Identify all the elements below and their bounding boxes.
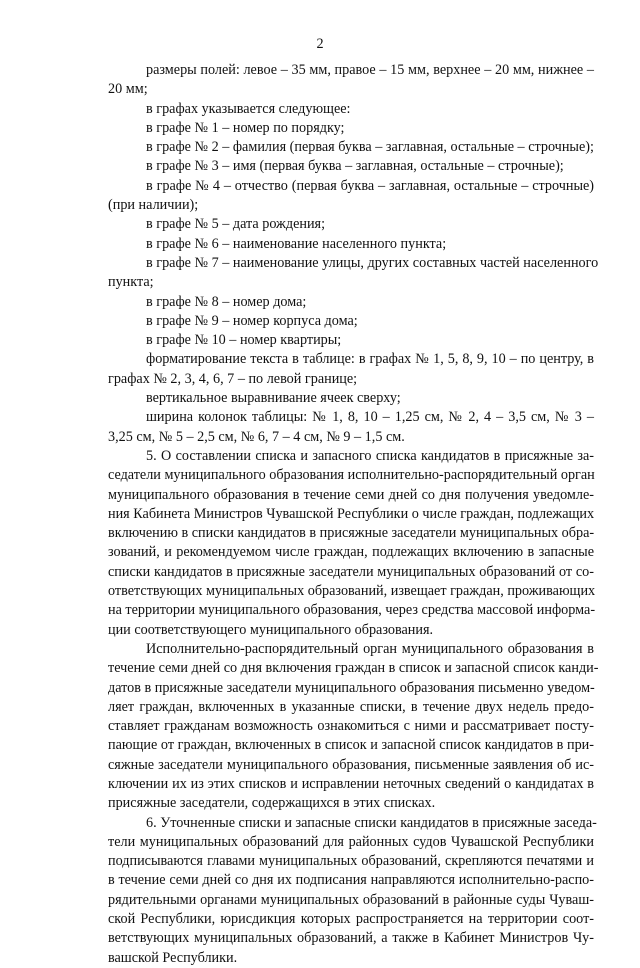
text-line: в графе № 6 – наименование населенного пункта; [146, 235, 447, 252]
text-line: в графе № 3 – имя (первая буква – заглавная, остальные – строчные); [146, 158, 564, 175]
text-line: ния Кабинета Министров Чувашской Республики о числе граждан, подлежащих [108, 505, 595, 522]
text-line: ширина колонок таблицы: № 1, 8, 10 – 1,25 см, № 2, 4 – 3,5 см, № 3 – [146, 409, 594, 426]
text-line: вашской Республики. [108, 949, 238, 966]
text-line: ции соответствующего муниципального образования. [108, 621, 434, 638]
text-line: ляет граждан, включенных в указанные списки, в течение двух недель предо- [108, 698, 594, 715]
text-line: ветствующих муниципальных образований, а также в Кабинет Министров Чу- [108, 930, 594, 947]
text-line: муниципального образования в течение семи дней со дня получения уведомле- [108, 486, 594, 503]
text-line: тели муниципальных образований для районных судов Чувашской Республики [108, 833, 594, 850]
text-line: в графе № 7 – наименование улицы, других составных частей населенного [146, 254, 599, 271]
text-line: Исполнительно-распорядительный орган муниципального образования в [146, 640, 594, 657]
text-line: ской Республики, юрисдикция которых распространяется на территории соот- [108, 911, 594, 928]
text-line: ответствующих муниципальных образований, извещает граждан, проживающих [108, 583, 596, 600]
text-line: подписываются главами муниципальных образований, скрепляются печатями и [108, 853, 594, 870]
text-line: пункта; [108, 274, 154, 291]
text-line: седатели муниципального образования исполнительно-распорядительный орган [108, 467, 595, 484]
text-line: ставляет гражданам возможность ознакомиться с ними и рассматривает посту- [108, 718, 594, 735]
text-line: присяжные заседатели, содержащихся в этих списках. [108, 795, 436, 812]
text-line: 20 мм; [108, 81, 148, 98]
text-line: в течение семи дней со дня их подписания направляются исполнительно-распо- [108, 872, 594, 889]
text-line: в графе № 9 – номер корпуса дома; [146, 312, 358, 329]
text-line: 3,25 см, № 5 – 2,5 см, № 6, 7 – 4 см, № 9 – 1,5 см. [108, 428, 405, 445]
text-line: в графе № 5 – дата рождения; [146, 216, 326, 233]
document-body [108, 61, 599, 968]
text-line: в графе № 4 – отчество (первая буква – заглавная, остальные – строчные) [146, 177, 594, 194]
text-line: списки кандидатов в присяжные заседатели муниципальных образований от со- [108, 563, 594, 580]
text-line: в графе № 2 – фамилия (первая буква – заглавная, остальные – строчные); [146, 139, 594, 156]
text-line: в графе № 8 – номер дома; [146, 293, 307, 310]
text-line: рядительными органами муниципальных образований в районные суды Чуваш- [108, 891, 594, 908]
text-line: графах № 2, 3, 4, 6, 7 – по левой границе; [108, 370, 358, 387]
text-line: 6. Уточненные списки и запасные списки кандидатов в присяжные заседа- [146, 814, 597, 831]
text-line: течение семи дней со дня включения граждан в список и запасной список канди- [108, 660, 599, 677]
text-line: форматирование текста в таблице: в графах № 1, 5, 8, 9, 10 – по центру, в [146, 351, 594, 368]
text-line: зований, и рекомендуемом числе граждан, подлежащих включению в запасные [108, 544, 594, 561]
text-line: на территории муниципального образования, через средства массовой информа- [108, 602, 596, 619]
text-line: пающие от граждан, включенных в список и запасной список кандидатов в при- [108, 737, 594, 754]
text-line: размеры полей: левое – 35 мм, правое – 15 мм, верхнее – 20 мм, нижнее – [146, 62, 594, 78]
text-line: сяжные заседатели муниципального образования, письменные заявления об ис- [108, 756, 594, 773]
text-line: включению в списки кандидатов в присяжные заседатели муниципальных обра- [108, 525, 595, 542]
text-line: вертикальное выравнивание ячеек сверху; [146, 390, 401, 407]
text-line: в графе № 10 – номер квартиры; [146, 332, 342, 349]
text-line: в графе № 1 – номер по порядку; [146, 119, 345, 136]
text-line: датов в присяжные заседатели муниципального образования письменно уведом- [108, 679, 595, 696]
text-line: ключении их из этих списков и исправлении неточных сведений о кандидатах в [108, 775, 594, 792]
text-line: (при наличии); [108, 197, 199, 214]
text-line: 5. О составлении списка и запасного списка кандидатов в присяжные за- [146, 447, 594, 464]
page-number: 2 [316, 36, 324, 52]
text-line: в графах указывается следующее: [146, 100, 351, 117]
